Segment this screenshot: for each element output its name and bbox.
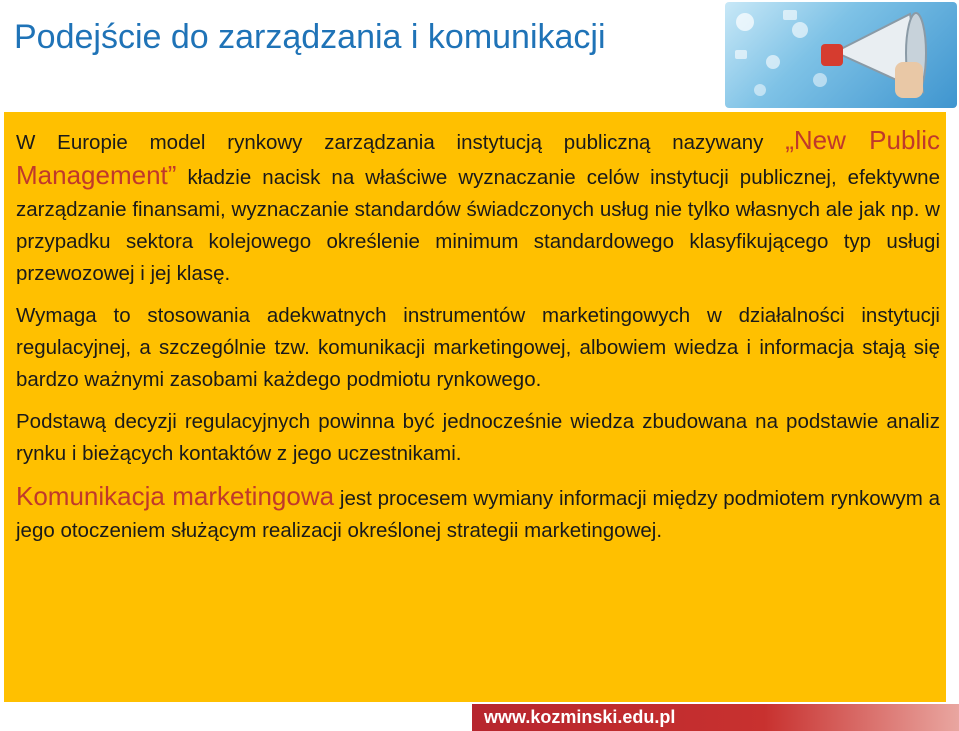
paragraph-1-rest: kładzie nacisk na właściwe wyznaczanie celów instytucji publicznej, efektywne zarządzanie finansami, wyznaczanie standardów świadczonych usług nie tylko własnych ale jak np. w przypadku sektora kolejowego określenie minimum standardowego klasyfikującego typ usługi przewozowej i jej klasę. — [16, 166, 940, 285]
paragraph-1 — [16, 124, 940, 290]
footer-url[interactable]: www.kozminski.edu.pl — [484, 707, 676, 727]
paragraph-3: Podstawą decyzji regulacyjnych powinna być jednocześnie wiedza zbudowana na podstawie analiz rynku i bieżących kontaktów z jego uczestnikami. — [16, 410, 940, 465]
new-public-management-term: „New Public Management” — [16, 125, 940, 190]
paragraph-4-rest: jest procesem wymiany informacji między podmiotem rynkowym a jego otoczeniem służącym realizacji określonej strategii marketingowej. — [16, 487, 940, 542]
content-panel — [4, 112, 946, 702]
paragraph-1-intro: W Europie model rynkowy zarządzania instytucją publiczną nazywany — [16, 131, 786, 154]
paragraph-4 — [16, 480, 940, 547]
megaphone-banner — [725, 2, 957, 108]
body-text — [16, 124, 940, 557]
megaphone-icon — [725, 2, 957, 108]
footer-bar — [472, 704, 959, 731]
paragraph-2: Wymaga to stosowania adekwatnych instrumentów marketingowych w działalności instytucji regulacyjnej, a szczególnie tzw. komunikacji marketingowej, albowiem wiedza i informacja stają się bardzo ważnymi zasobami każdego podmiotu rynkowego. — [16, 304, 940, 391]
marketing-communication-term: Komunikacja marketingowa — [16, 481, 335, 511]
slide-title: Podejście do zarządzania i komunikacji — [14, 18, 606, 56]
